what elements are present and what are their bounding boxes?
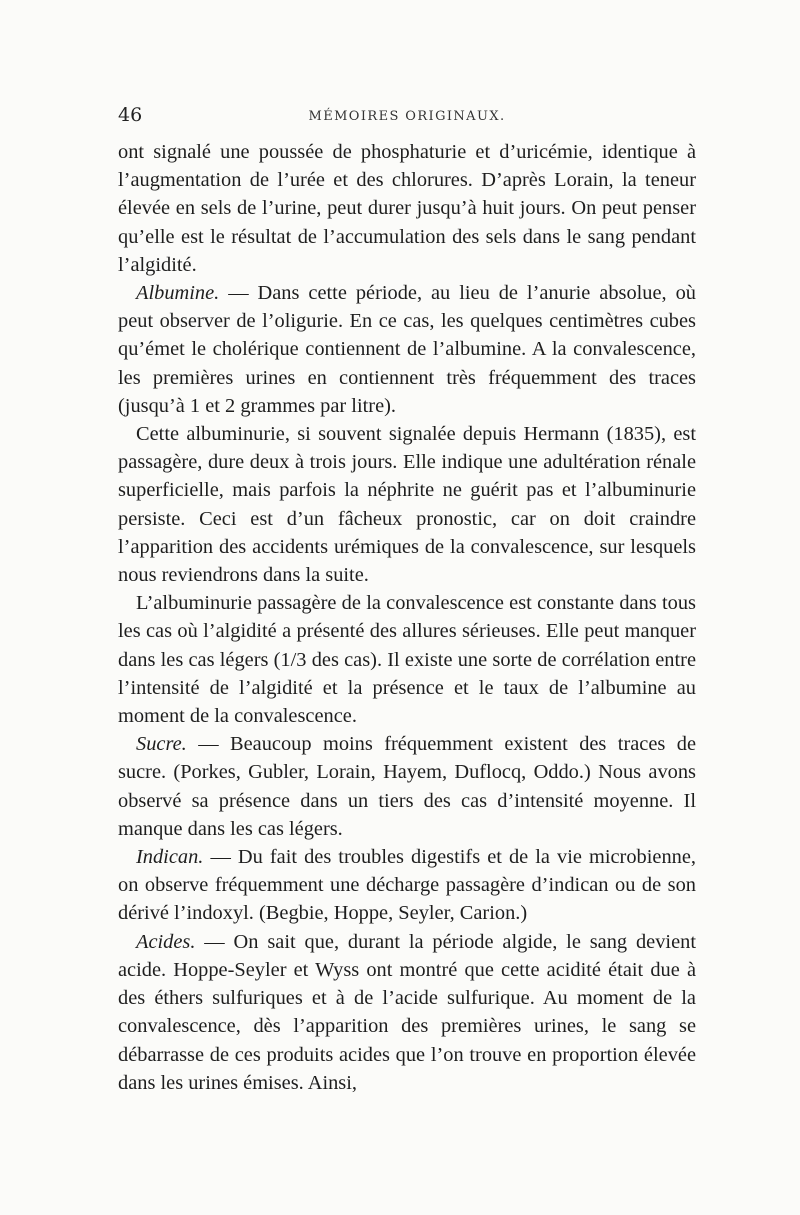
page-number: 46 — [118, 104, 143, 126]
paragraph-text: L’albuminurie passagère de la convalescence est constante dans tous les cas où l’algidité a présenté des allures sérieuses. Elle peut manquer dans les cas légers (1/3 des cas). Il existe une sorte de corrélation entre l’intensité de l’algidité et la présence et le taux de l’albumine au moment de la convalescence. — [118, 592, 696, 728]
body-text — [118, 138, 696, 1097]
paragraph-text: — On sait que, durant la période algide, le sang devient acide. Hoppe-Seyler et Wyss ont montré que cette acidité était due à des éthers sulfuriques et à de l’acide sulfurique. Au moment de la convalescence, dès l’apparition des premières urines, le sang se débarrasse de ces produits acides que l’on trouve en proportion élevée dans les urines émises. Ainsi, — [118, 930, 696, 1094]
paragraph-phosphaturia — [118, 138, 696, 279]
paragraph-albumine — [118, 279, 696, 420]
paragraph-text: ont signalé une poussée de phosphaturie et d’uricémie, identique à l’augmentation de l’urée et des chlorures. D’après Lorain, la teneur élevée en sels de l’urine, peut durer jusqu’à huit jours. On peut penser qu’elle est le résultat de l’accumulation des sels dans le sang pendant l’algidité. — [118, 141, 696, 276]
paragraph-indican — [118, 843, 696, 928]
paragraph-sucre — [118, 730, 696, 843]
paragraph-acides — [118, 928, 696, 1097]
running-head — [118, 100, 696, 130]
paragraph-text: Cette albuminurie, si souvent signalée depuis Hermann (1835), est passagère, dure deux à trois jours. Elle indique une adultération rénale superficielle, mais parfois la néphrite ne guérit pas et l’albuminurie persiste. Ceci est d’un fâcheux pronostic, car on doit craindre l’apparition des accidents urémiques de la convalescence, sur lesquels nous reviendrons dans la suite. — [118, 423, 696, 587]
section-keyword: Sucre. — [136, 733, 187, 756]
paragraph-albuminuria — [118, 420, 696, 589]
paragraph-text: — Beaucoup moins fréquemment existent des traces de sucre. (Porkes, Gubler, Lorain, Hayem, Duflocq, Oddo.) Nous avons observé sa présence dans un tiers des cas d’intensité moyenne. Il manque dans les cas légers. — [118, 733, 696, 840]
running-title: MÉMOIRES ORIGINAUX. — [308, 109, 506, 124]
paragraph-convalescence — [118, 589, 696, 730]
paragraph-text: — Dans cette période, au lieu de l’anurie absolue, où peut observer de l’oligurie. En ce cas, les quelques centimètres cubes qu’émet le cholérique contiennent de l’albumine. A la convalescence, les premières urines en contiennent très fréquemment des traces (jusqu’à 1 et 2 grammes par litre). — [118, 282, 696, 417]
section-keyword: Indican. — [136, 846, 204, 869]
section-keyword: Acides. — [136, 930, 196, 953]
paragraph-text: — Du fait des troubles digestifs et de la vie microbienne, on observe fréquemment une décharge passagère d’indican ou de son dérivé l’indoxyl. (Begbie, Hoppe, Seyler, Carion.) — [118, 846, 696, 925]
section-keyword: Albumine. — [136, 282, 220, 305]
